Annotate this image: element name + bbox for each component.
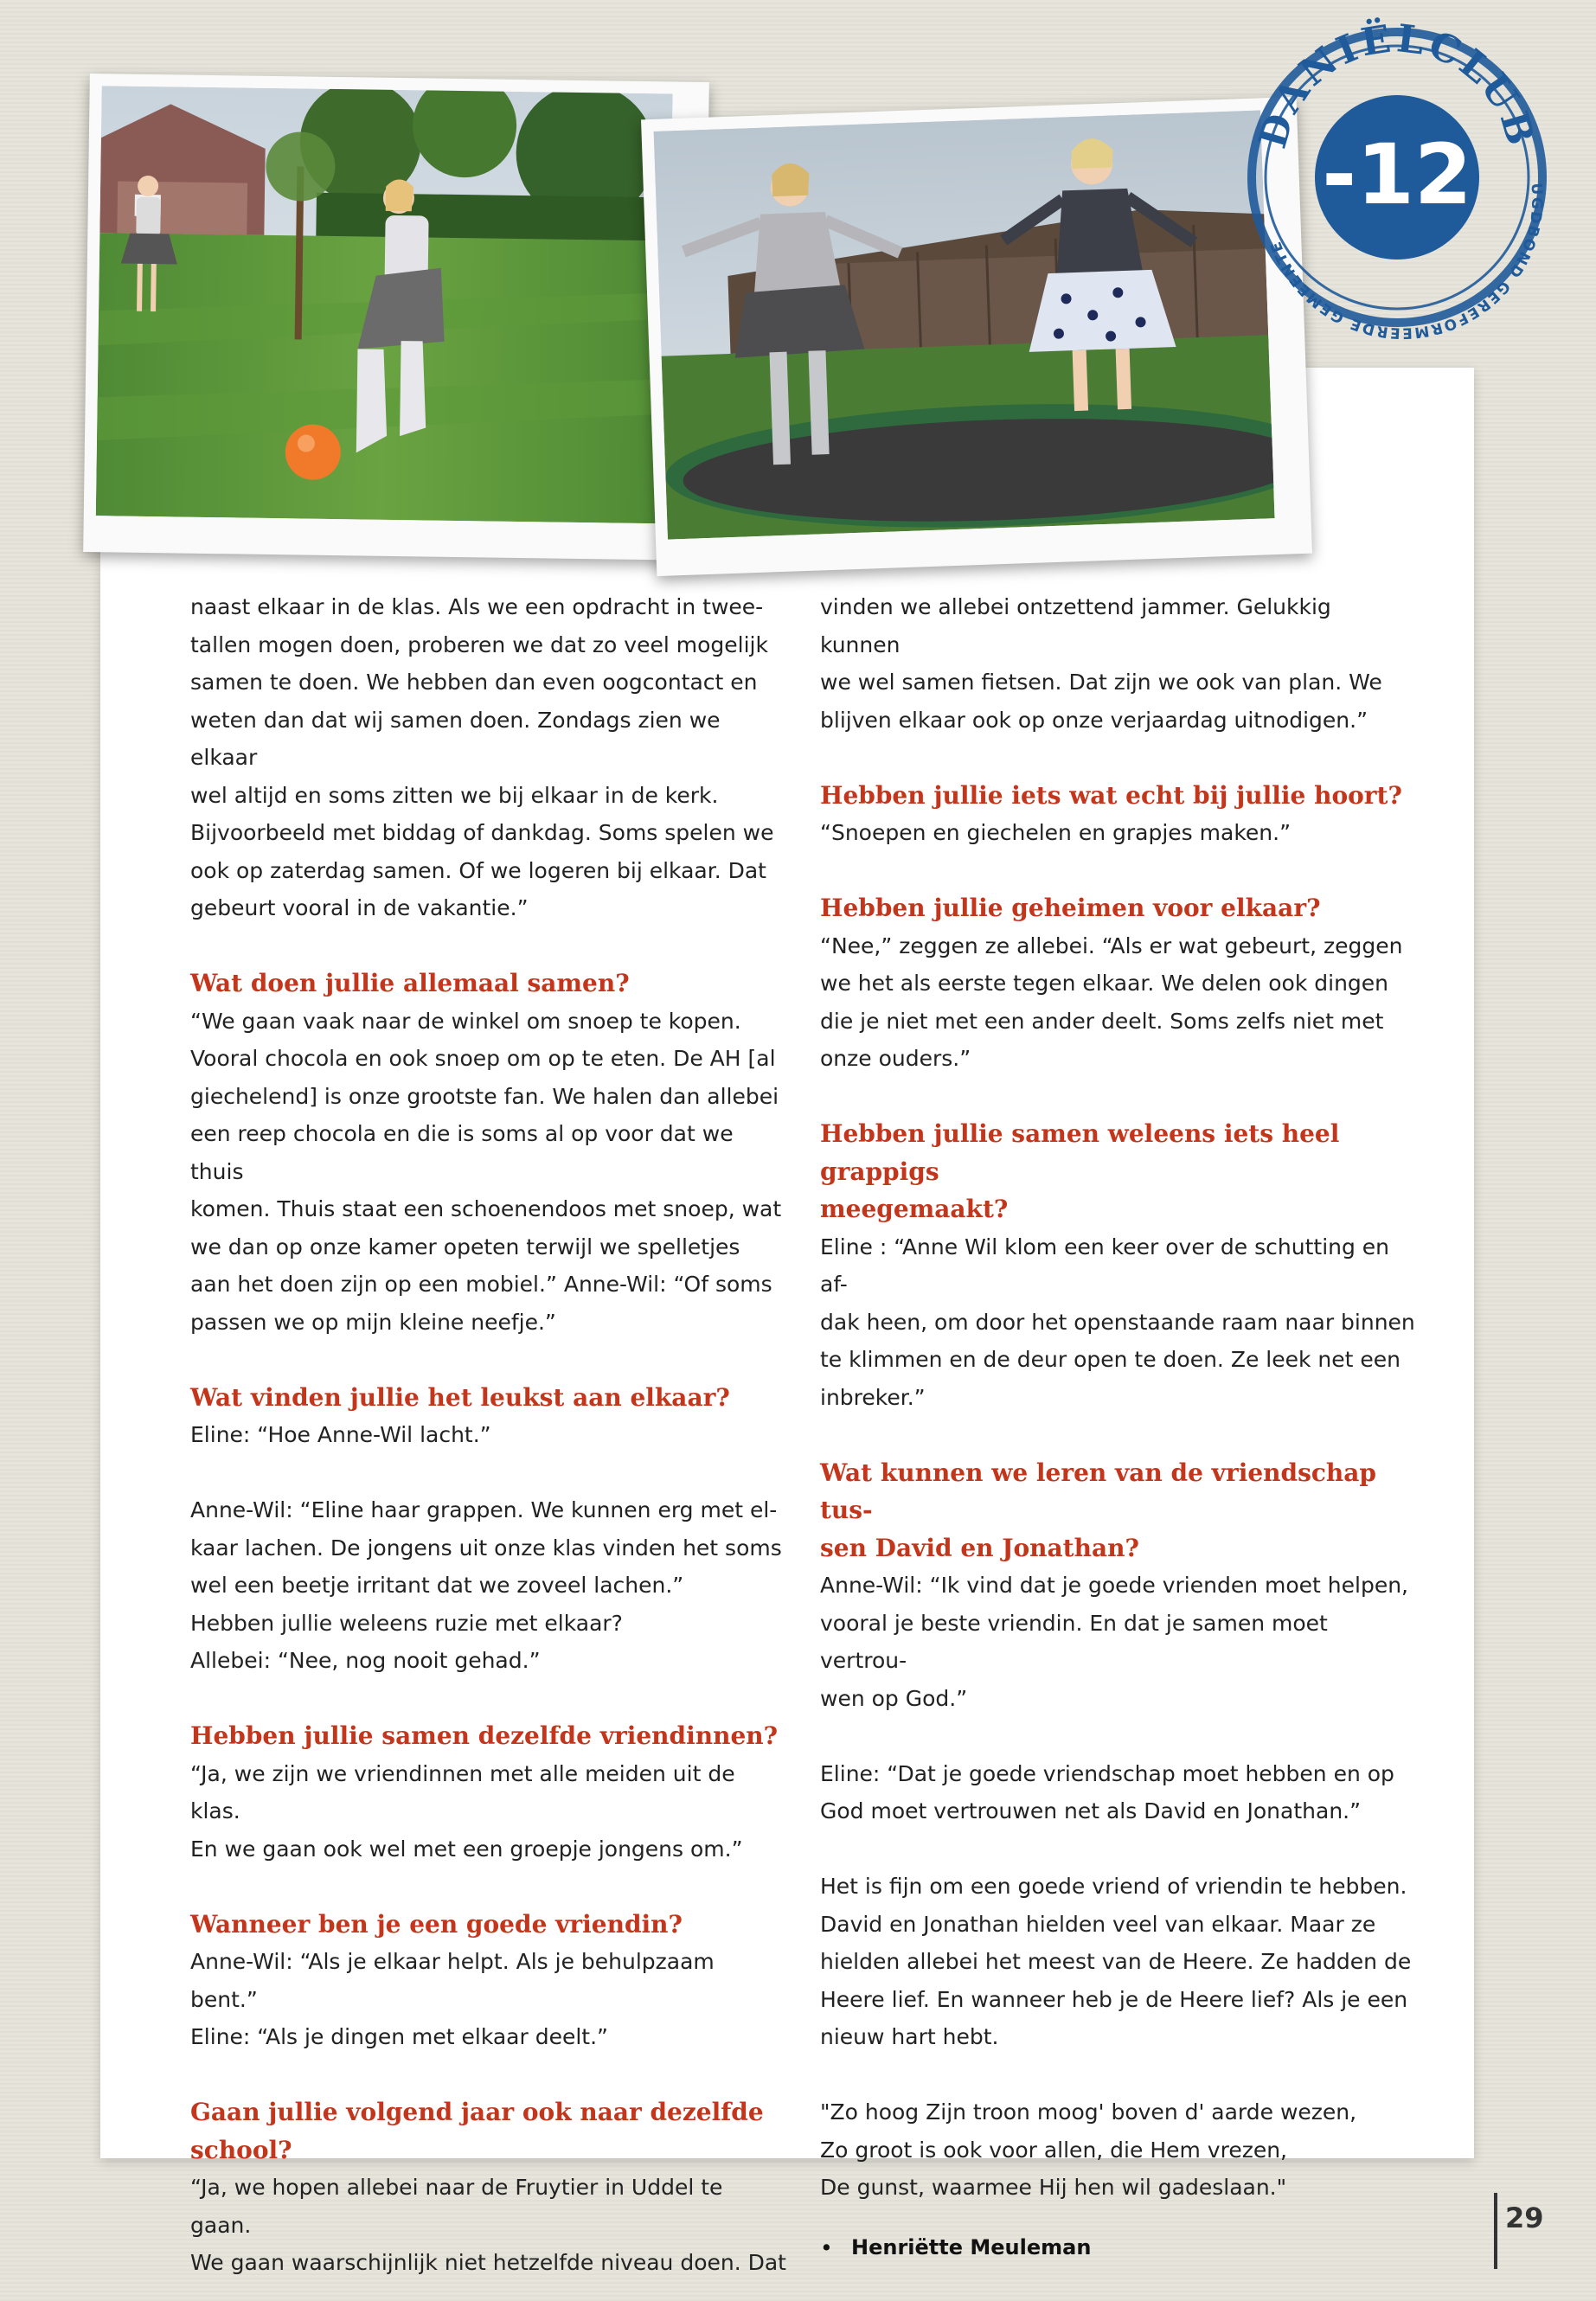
left-intro	[190, 588, 787, 927]
text-line: een reep chocola en die is soms al op voor dat we thuis	[190, 1121, 734, 1184]
text-line: tallen mogen doen, proberen we dat zo veel mogelijk	[190, 631, 768, 657]
text-line: Vooral chocola en ook snoep om op te eten. De AH [al	[190, 1046, 776, 1071]
question-heading: meegemaakt?	[820, 1195, 1009, 1223]
text-line: passen we op mijn kleine neefje.”	[190, 1309, 556, 1335]
question-heading: school?	[190, 2135, 292, 2164]
badge-club-name: DANIËLCLUB	[1250, 17, 1544, 153]
trampoline-photo-image	[653, 110, 1274, 539]
text-line: we wel samen fietsen. Dat zijn we ook van plan. We	[820, 670, 1382, 695]
text-line: Het is fijn om een goede vriend of vriendin te hebben.	[820, 1874, 1407, 1899]
question-heading: Hebben jullie geheimen voor elkaar?	[820, 894, 1321, 922]
question-heading: Wanneer ben je een goede vriendin?	[190, 1909, 683, 1939]
text-line: En we gaan ook wel met een groepje jongens om.”	[190, 1836, 743, 1862]
text-line: God moet vertrouwen net als David en Jonathan.”	[820, 1798, 1362, 1823]
photo-football	[83, 74, 709, 561]
text-line: we dan op onze kamer opeten terwijl we spelletjes	[190, 1234, 740, 1259]
author-byline	[820, 2229, 1417, 2267]
text-line: “Nee,” zeggen ze allebei. “Als er wat gebeurt, zeggen	[820, 933, 1403, 958]
question-heading: Hebben jullie samen dezelfde vriendinnen?	[190, 1721, 779, 1750]
text-line: hielden allebei het meest van de Heere. Ze hadden de	[820, 1949, 1412, 1974]
text-line: wel altijd en soms zitten we bij elkaar in de kerk.	[190, 782, 719, 808]
question-heading: sen David en Jonathan?	[820, 1533, 1139, 1562]
text-line: Eline: “Dat je goede vriendschap moet hebben en op	[820, 1760, 1394, 1786]
text-line: Bijvoorbeeld met biddag of dankdag. Soms spelen we	[190, 820, 774, 845]
text-line: komen. Thuis staat een schoenendoos met snoep, wat	[190, 1196, 782, 1221]
text-line: Anne-Wil: “Ik vind dat je goede vrienden moet helpen,	[820, 1573, 1408, 1598]
text-line: we het als eerste tegen elkaar. We delen ook dingen	[820, 971, 1389, 996]
verse-line: De gunst, waarmee Hij hen wil gadeslaan."	[820, 2175, 1287, 2200]
right-column	[820, 588, 1417, 2266]
text-line: Anne-Wil: “Eline haar grappen. We kunnen erg met el-	[190, 1497, 778, 1522]
danielclub-badge	[1233, 17, 1561, 363]
text-line: Eline: “Hoe Anne-Wil lacht.”	[190, 1422, 491, 1447]
photo-trampoline	[641, 97, 1312, 576]
text-line: die je niet met een ander deelt. Soms zelfs niet met	[820, 1008, 1384, 1034]
text-line: “We gaan vaak naar de winkel om snoep te kopen.	[190, 1008, 741, 1034]
page-number: 29	[1505, 2202, 1544, 2234]
text-line: onze ouders.”	[820, 1046, 971, 1071]
club-stamp-icon	[1233, 17, 1561, 363]
text-line: nieuw hart hebt.	[820, 2024, 999, 2049]
text-line: “Ja, we zijn we vriendinnen met alle meiden uit de klas.	[190, 1760, 735, 1823]
text-line: Heere lief. En wanneer heb je de Heere lief? Als je een	[820, 1986, 1408, 2012]
question-heading: Wat doen jullie allemaal samen?	[190, 969, 630, 997]
badge-org: UGDBOND GEREFORMEERDE GEMEENTE	[1266, 182, 1546, 342]
text-line: David en Jonathan hielden veel van elkaar. Maar ze	[820, 1911, 1376, 1937]
page-number-rule	[1494, 2193, 1497, 2269]
text-line: te klimmen en de deur open te doen. Ze leek net een	[820, 1347, 1401, 1372]
text-line: Hebben jullie weleens ruzie met elkaar?	[190, 1610, 623, 1636]
text-line: vooral je beste vriendin. En dat je samen moet vertrou-	[820, 1610, 1328, 1673]
bullet-icon: •	[820, 2234, 833, 2260]
question-heading: Wat vinden jullie het leukst aan elkaar?	[190, 1382, 730, 1412]
verse-line: Zo groot is ook voor allen, die Hem vrezen,	[820, 2137, 1288, 2163]
text-line: samen te doen. We hebben dan even oogcontact en	[190, 670, 758, 695]
question-heading: Hebben jullie samen weleens iets heel grappigs	[820, 1119, 1340, 1186]
text-line: Allebei: “Nee, nog nooit gehad.”	[190, 1648, 541, 1673]
text-line: Anne-Wil: “Als je elkaar helpt. Als je behulpzaam bent.”	[190, 1949, 715, 2012]
text-line: naast elkaar in de klas. Als we een opdracht in twee-	[190, 594, 764, 619]
question-heading: Hebben jullie iets wat echt bij jullie hoort?	[820, 780, 1402, 810]
author-name: Henriëtte Meuleman	[851, 2234, 1092, 2259]
text-line: wen op God.”	[820, 1685, 968, 1711]
text-line: wel een beetje irritant dat we zoveel lachen.”	[190, 1573, 684, 1598]
left-column	[190, 588, 787, 2282]
question-heading: Wat kunnen we leren van de vriendschap tus-	[820, 1458, 1376, 1524]
badge-age: -12	[1322, 126, 1472, 223]
text-line: dak heen, om door het openstaande raam naar binnen	[820, 1309, 1415, 1335]
text-line: weten dan dat wij samen doen. Zondags zien we elkaar	[190, 707, 721, 770]
text-line: “Snoepen en giechelen en grapjes maken.”	[820, 820, 1292, 845]
text-line: gebeurt vooral in de vakantie.”	[190, 895, 529, 920]
text-line: ook op zaterdag samen. Of we logeren bij elkaar. Dat	[190, 857, 766, 883]
text-line: Eline : “Anne Wil klom een keer over de schutting en af-	[820, 1234, 1390, 1297]
text-line: We gaan waarschijnlijk niet hetzelfde niveau doen. Dat	[190, 2250, 786, 2275]
text-line: aan het doen zijn op een mobiel.” Anne-Wil: “Of soms	[190, 1272, 772, 1297]
question-heading: Gaan jullie volgend jaar ook naar dezelfde	[190, 2098, 764, 2126]
text-line: vinden we allebei ontzettend jammer. Gelukkig kunnen	[820, 594, 1331, 657]
text-line: blijven elkaar ook op onze verjaardag uitnodigen.”	[820, 707, 1368, 733]
text-line: giechelend] is onze grootste fan. We halen dan allebei	[190, 1083, 779, 1109]
verse-line: "Zo hoog Zijn troon moog' boven d' aarde wezen,	[820, 2099, 1357, 2125]
football-photo-image	[96, 86, 673, 523]
text-line: inbreker.”	[820, 1384, 926, 1410]
text-line: Eline: “Als je dingen met elkaar deelt.”	[190, 2024, 608, 2049]
text-line: “Ja, we hopen allebei naar de Fruytier in Uddel te gaan.	[190, 2175, 723, 2238]
text-line: kaar lachen. De jongens uit onze klas vinden het soms	[190, 1535, 782, 1561]
